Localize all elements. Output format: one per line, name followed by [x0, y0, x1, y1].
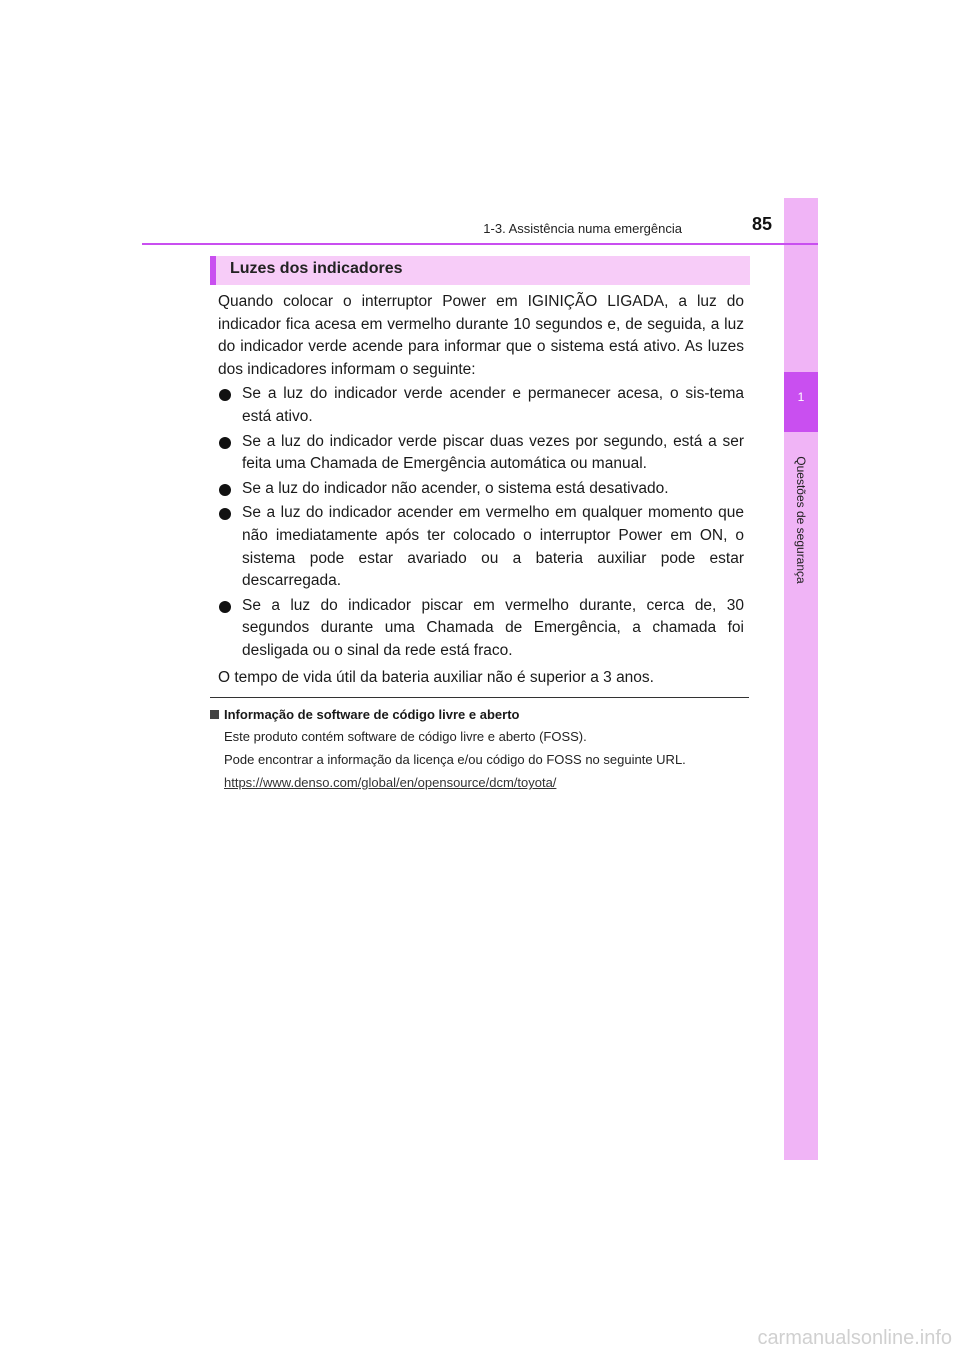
section-divider: [210, 697, 749, 698]
chapter-number: 1: [797, 390, 805, 404]
bullet-icon: [219, 437, 231, 449]
indicator-list: [218, 383, 744, 662]
chapter-title: Questões de segurança: [794, 456, 808, 584]
list-item-text: Se a luz do indicador verde piscar duas vezes por segundo, está a ser feita uma Chamada de Emergência automática ou manual.: [242, 432, 744, 473]
list-item-text: Se a luz do indicador verde acender e permanecer acesa, o sis-tema está ativo.: [242, 385, 744, 425]
list-item: [218, 595, 744, 663]
note-block: [210, 706, 744, 797]
list-item-text: Se a luz do indicador não acender, o sistema está desativado.: [242, 479, 669, 497]
intro-paragraph: Quando colocar o interruptor Power em IGINIÇÃO LIGADA, a luz do indicador fica acesa em vermelho durante 10 segundos e, de seguida, a luz do indicador verde acende para informar que o sistema está ativo. As luzes dos indicadores informam o seguinte:: [218, 293, 744, 378]
bullet-icon: [219, 389, 231, 401]
list-item-text: Se a luz do indicador acender em vermelho em qualquer momento que não imediatamente após ter colocado o interruptor Power em ON, o sistema pode estar avariado ou a bateria auxiliar pode estar descarregada.: [242, 504, 744, 590]
chapter-side-tab: [784, 198, 818, 1160]
note-line-2: Pode encontrar a informação da licença e/ou código do FOSS no seguinte URL.: [224, 752, 686, 767]
section-title: Luzes dos indicadores: [230, 260, 403, 277]
page-number: 85: [751, 214, 772, 234]
section-heading-bar: [210, 256, 750, 285]
note-title: Informação de software de código livre e aberto: [224, 707, 520, 722]
bullet-icon: [219, 508, 231, 520]
bullet-icon: [219, 484, 231, 496]
square-bullet-icon: [210, 710, 219, 719]
list-item-text: Se a luz do indicador piscar em vermelho durante, cerca de, 30 segundos durante uma Chamada de Emergência, a chamada foi desligada ou o sinal da rede está fraco.: [242, 596, 744, 659]
note-heading: [210, 706, 744, 723]
main-content: [218, 291, 744, 691]
foss-url-link[interactable]: https://www.denso.com/global/en/opensource/dcm/toyota/: [224, 775, 557, 790]
list-item: [218, 431, 744, 476]
closing-paragraph: O tempo de vida útil da bateria auxiliar não é superior a 3 anos.: [218, 668, 654, 686]
list-item: [218, 478, 744, 501]
watermark: carmanualsonline.info: [757, 1327, 952, 1349]
note-line-1: Este produto contém software de código livre e aberto (FOSS).: [224, 729, 587, 744]
header-section-title: 1-3. Assistência numa emergência: [483, 221, 682, 236]
list-item: [218, 383, 744, 428]
bullet-icon: [219, 601, 231, 613]
header-rule: [142, 243, 818, 245]
list-item: [218, 502, 744, 592]
